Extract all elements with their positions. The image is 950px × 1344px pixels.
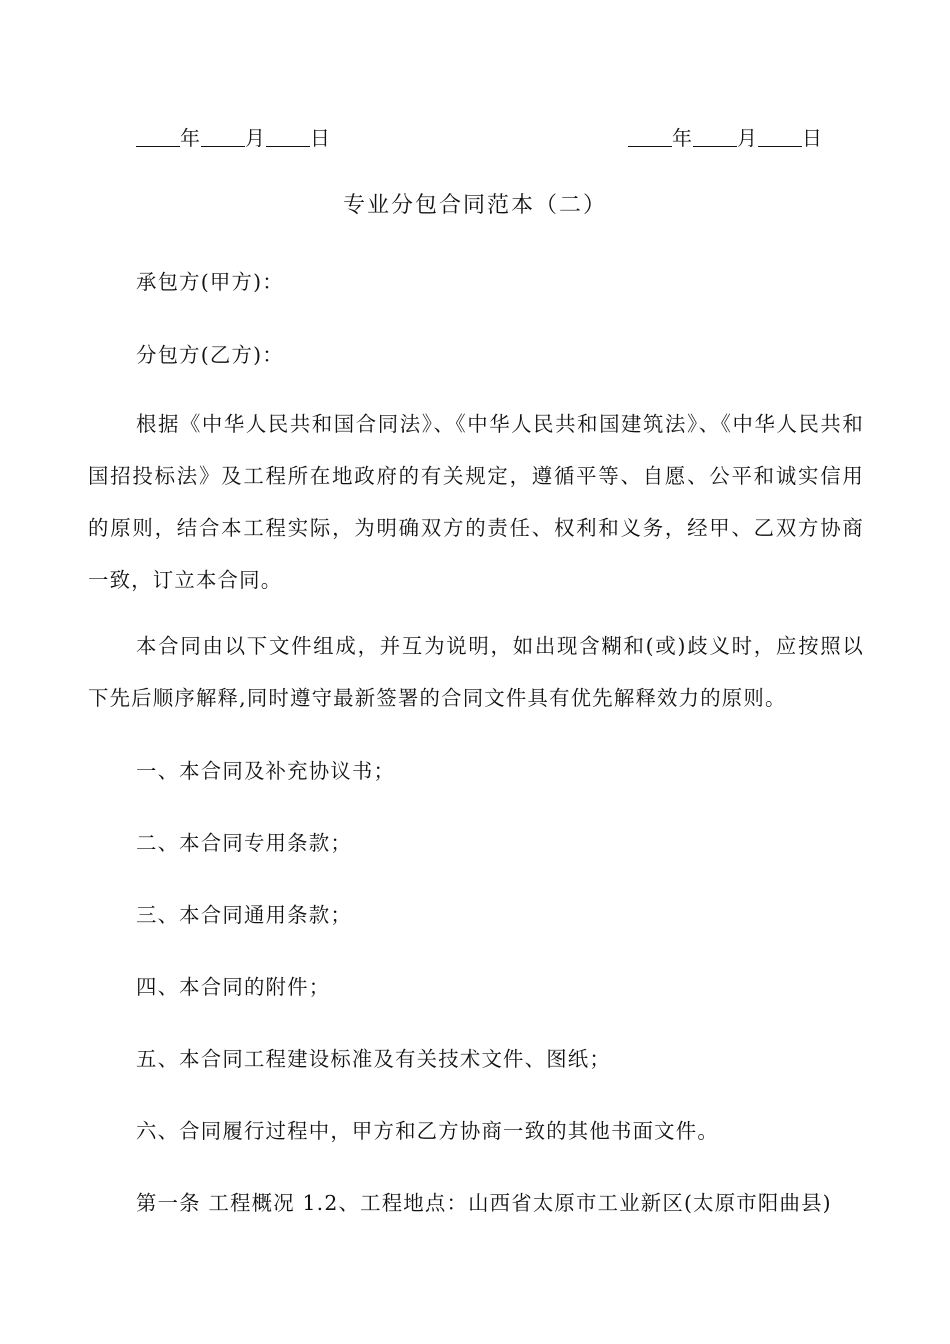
article-1-heading: 第一条 工程概况 1.2、工程地点：山西省太原市工业新区(太原市阳曲县): [136, 1191, 832, 1215]
contractor-party-a: 承包方(甲方)：: [136, 270, 284, 294]
day-label: 日: [310, 126, 331, 150]
month-label: 月: [245, 126, 266, 150]
list-item-5: 五、本合同工程建设标准及有关技术文件、图纸；: [136, 1047, 611, 1071]
year-label: 年: [180, 126, 201, 150]
list-item-1: 一、本合同及补充协议书；: [136, 759, 396, 783]
day-blank: [266, 128, 310, 147]
month-blank: [693, 128, 737, 147]
date-line-left: [136, 122, 331, 151]
composition-paragraph: 本合同由以下文件组成，并互为说明，如出现含糊和(或)歧义时，应按照以下先后顺序解释,同时遵守最新签署的合同文件具有优先解释效力的原则。: [88, 634, 864, 710]
date-line-right: [628, 122, 823, 151]
list-item-6: 六、合同履行过程中，甲方和乙方协商一致的其他书面文件。: [136, 1119, 719, 1143]
month-label: 月: [737, 126, 758, 150]
day-blank: [758, 128, 802, 147]
intro-paragraph: 根据《中华人民共和国合同法》、《中华人民共和国建筑法》、《中华人民共和国招投标法》及工程所在地政府的有关规定，遵循平等、自愿、公平和诚实信用的原则，结合本工程实际，为明确双方的责任、权利和义务，经甲、乙双方协商一致，订立本合同。: [88, 412, 864, 592]
month-blank: [201, 128, 245, 147]
list-item-3: 三、本合同通用条款；: [136, 903, 352, 927]
list-item-2: 二、本合同专用条款；: [136, 831, 352, 855]
document-title: 专业分包合同范本（二）: [342, 193, 607, 218]
year-blank: [628, 128, 672, 147]
day-label: 日: [802, 126, 823, 150]
year-label: 年: [672, 126, 693, 150]
year-blank: [136, 128, 180, 147]
list-item-4: 四、本合同的附件；: [136, 975, 331, 999]
subcontractor-party-b: 分包方(乙方)：: [136, 343, 284, 367]
